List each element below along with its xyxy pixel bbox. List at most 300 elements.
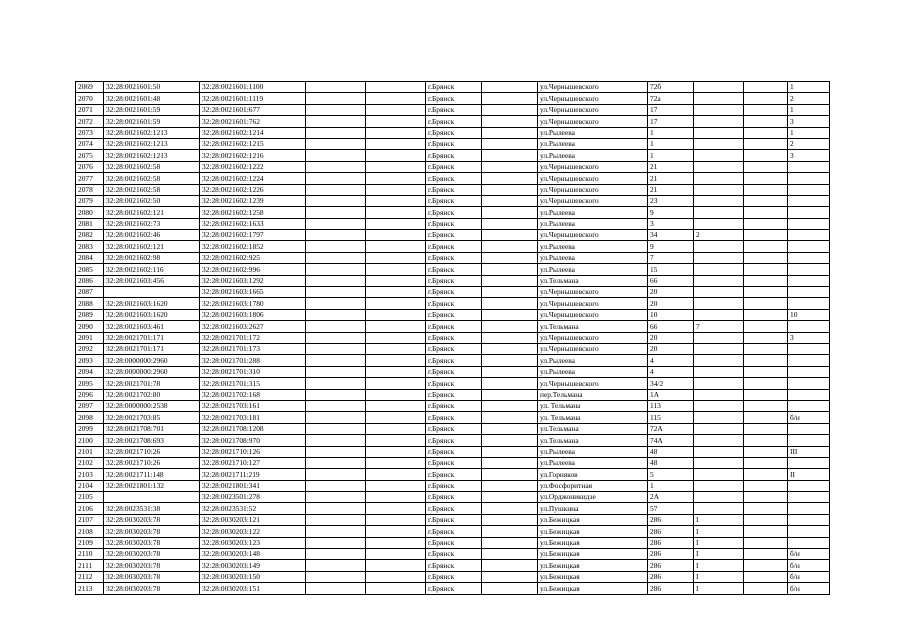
cell-apartment [788,378,830,389]
cell-empty-col-d [744,173,788,184]
cell-city: г.Брянск [426,264,482,275]
cell-building [694,457,744,468]
cell-parcel-cadastral-number: 32:28:0021601:59 [104,104,200,115]
cell-building [694,104,744,115]
cell-house-number: 20 [648,298,694,309]
cell-apartment: 1 [788,104,830,115]
cell-apartment [788,435,830,446]
table-row [76,104,830,115]
cell-empty-col-a [306,264,366,275]
cell-parcel-cadastral-number: 32:28:0000000:2960 [104,355,200,366]
cell-empty-col-d [744,207,788,218]
cell-house-number: 4 [648,355,694,366]
cell-empty-col-b [366,275,426,286]
cell-empty-col-c [482,423,538,434]
cell-object-cadastral-number: 32:28:0023531:52 [200,503,306,514]
cell-apartment: 10 [788,309,830,320]
table-row [76,537,830,548]
cell-empty-col-d [744,298,788,309]
cell-row-number: 2098 [76,412,104,423]
table-row [76,469,830,480]
cell-empty-col-d [744,82,788,93]
cell-empty-col-b [366,241,426,252]
cell-object-cadastral-number: 32:28:0021602:1258 [200,207,306,218]
cell-empty-col-d [744,492,788,503]
cell-empty-col-a [306,435,366,446]
cell-city: г.Брянск [426,378,482,389]
cell-empty-col-a [306,116,366,127]
cell-empty-col-b [366,549,426,560]
cell-object-cadastral-number: 32:28:0021603:1665 [200,287,306,298]
cell-apartment [788,526,830,537]
cell-building [694,287,744,298]
cell-parcel-cadastral-number: 32:28:0021602:73 [104,218,200,229]
table-row [76,195,830,206]
table-row [76,457,830,468]
cell-house-number: 286 [648,583,694,594]
cell-empty-col-d [744,241,788,252]
cell-empty-col-c [482,161,538,172]
cell-city: г.Брянск [426,241,482,252]
cell-empty-col-a [306,241,366,252]
cell-empty-col-a [306,127,366,138]
cell-building [694,127,744,138]
cell-house-number: 115 [648,412,694,423]
table-row [76,560,830,571]
cell-parcel-cadastral-number: 32:28:0021601:59 [104,116,200,127]
table-row [76,332,830,343]
cell-apartment [788,321,830,332]
cell-parcel-cadastral-number: 32:28:0021702:80 [104,389,200,400]
cell-building [694,332,744,343]
cell-house-number: 113 [648,400,694,411]
cell-house-number: 286 [648,514,694,525]
cell-city: г.Брянск [426,492,482,503]
cell-building [694,480,744,491]
table-row [76,400,830,411]
cell-city: г.Брянск [426,560,482,571]
table-row [76,287,830,298]
cell-house-number: 74А [648,435,694,446]
cell-house-number: 1 [648,138,694,149]
cell-empty-col-b [366,298,426,309]
cell-apartment: б/н [788,560,830,571]
cell-empty-col-c [482,343,538,354]
cell-house-number: 17 [648,104,694,115]
cell-building [694,161,744,172]
cell-row-number: 2104 [76,480,104,491]
cell-empty-col-c [482,457,538,468]
cell-object-cadastral-number: 32:28:0021703:181 [200,412,306,423]
cell-object-cadastral-number: 32:28:0021602:1216 [200,150,306,161]
cell-street: ул.Пушкина [538,503,648,514]
cell-row-number: 2090 [76,321,104,332]
cell-building [694,389,744,400]
cell-building [694,195,744,206]
cell-empty-col-c [482,355,538,366]
cell-empty-col-a [306,480,366,491]
cell-empty-col-b [366,321,426,332]
cell-empty-col-a [306,571,366,582]
cell-empty-col-b [366,355,426,366]
cell-city: г.Брянск [426,469,482,480]
table-row [76,82,830,93]
cell-house-number: 7 [648,252,694,263]
cell-empty-col-a [306,207,366,218]
cell-empty-col-b [366,161,426,172]
cell-empty-col-c [482,309,538,320]
cell-empty-col-c [482,298,538,309]
cell-empty-col-b [366,378,426,389]
cell-house-number: 20 [648,287,694,298]
cell-street: ул.Бежицкая [538,537,648,548]
cell-empty-col-c [482,184,538,195]
cell-empty-col-d [744,389,788,400]
cell-apartment: 3 [788,150,830,161]
cell-parcel-cadastral-number: 32:28:0021603:461 [104,321,200,332]
cell-empty-col-c [482,207,538,218]
cell-house-number: 4 [648,366,694,377]
cell-empty-col-c [482,537,538,548]
cell-street: ул.Рылеева [538,446,648,457]
cell-building [694,298,744,309]
cell-city: г.Брянск [426,127,482,138]
cell-empty-col-d [744,218,788,229]
cell-parcel-cadastral-number: 32:28:0021602:46 [104,230,200,241]
cell-building [694,412,744,423]
cell-empty-col-c [482,378,538,389]
cell-empty-col-b [366,104,426,115]
table-row [76,503,830,514]
cell-street: ул.Чернышевского [538,332,648,343]
cell-parcel-cadastral-number: 32:28:0021701:171 [104,332,200,343]
cell-apartment [788,400,830,411]
cell-empty-col-d [744,355,788,366]
cell-parcel-cadastral-number: 32:28:0030203:78 [104,526,200,537]
cell-parcel-cadastral-number: 32:28:0000000:2538 [104,400,200,411]
cell-empty-col-b [366,116,426,127]
cell-street: ул.Бежицкая [538,526,648,537]
cell-street: ул.Рылеева [538,457,648,468]
table-row [76,241,830,252]
register-table [75,81,830,595]
cell-empty-col-b [366,435,426,446]
cell-empty-col-a [306,549,366,560]
cell-object-cadastral-number: 32:28:0021602:925 [200,252,306,263]
cell-parcel-cadastral-number: 32:28:0021603:1620 [104,298,200,309]
table-row [76,321,830,332]
cell-apartment [788,480,830,491]
cell-apartment: 2 [788,138,830,149]
cell-row-number: 2093 [76,355,104,366]
cell-house-number: 72б [648,82,694,93]
cell-object-cadastral-number: 32:28:0021708:1208 [200,423,306,434]
cell-object-cadastral-number: 32:28:0021701:172 [200,332,306,343]
cell-empty-col-b [366,195,426,206]
table-row [76,480,830,491]
table-row [76,252,830,263]
cell-city: г.Брянск [426,355,482,366]
cell-city: г.Брянск [426,549,482,560]
cell-empty-col-c [482,218,538,229]
cell-city: г.Брянск [426,82,482,93]
cell-row-number: 2101 [76,446,104,457]
cell-object-cadastral-number: 32:28:0021710:127 [200,457,306,468]
cell-parcel-cadastral-number: 32:28:0021603:456 [104,275,200,286]
cell-empty-col-b [366,184,426,195]
cell-apartment: III [788,446,830,457]
cell-row-number: 2086 [76,275,104,286]
cell-empty-col-b [366,571,426,582]
cell-row-number: 2108 [76,526,104,537]
cell-empty-col-d [744,138,788,149]
cell-building [694,116,744,127]
cell-empty-col-b [366,309,426,320]
cell-empty-col-b [366,127,426,138]
cell-street: ул.Рылеева [538,366,648,377]
table-row [76,366,830,377]
cell-house-number: 1 [648,150,694,161]
cell-apartment [788,241,830,252]
cell-row-number: 2070 [76,93,104,104]
cell-empty-col-b [366,287,426,298]
cell-empty-col-c [482,560,538,571]
cell-row-number: 2077 [76,173,104,184]
cell-city: г.Брянск [426,446,482,457]
cell-empty-col-d [744,480,788,491]
cell-city: г.Брянск [426,138,482,149]
cell-house-number: 9 [648,207,694,218]
cell-empty-col-a [306,355,366,366]
cell-empty-col-d [744,549,788,560]
cell-empty-col-c [482,366,538,377]
cell-empty-col-a [306,469,366,480]
cell-empty-col-a [306,503,366,514]
cell-city: г.Брянск [426,275,482,286]
cell-apartment [788,195,830,206]
cell-row-number: 2083 [76,241,104,252]
cell-street: ул.Фосфоритная [538,480,648,491]
cell-empty-col-c [482,82,538,93]
cell-city: г.Брянск [426,195,482,206]
cell-street: ул.Бежицкая [538,583,648,594]
cell-building [694,138,744,149]
cell-city: г.Брянск [426,150,482,161]
cell-parcel-cadastral-number: 32:28:0021602:58 [104,173,200,184]
cell-street: ул.Чернышевского [538,173,648,184]
cell-row-number: 2080 [76,207,104,218]
table-row [76,184,830,195]
cell-empty-col-d [744,309,788,320]
cell-parcel-cadastral-number: 32:28:0021701:171 [104,343,200,354]
cell-parcel-cadastral-number: 32:28:0021602:116 [104,264,200,275]
cell-object-cadastral-number: 32:28:0021701:173 [200,343,306,354]
cell-empty-col-c [482,583,538,594]
cell-empty-col-c [482,492,538,503]
cell-building: 7 [694,321,744,332]
cell-empty-col-d [744,435,788,446]
cell-building [694,218,744,229]
cell-parcel-cadastral-number: 32:28:0021602:1213 [104,127,200,138]
cell-row-number: 2094 [76,366,104,377]
cell-empty-col-d [744,457,788,468]
table-row [76,423,830,434]
cell-object-cadastral-number: 32:28:0021702:168 [200,389,306,400]
cell-street: ул.Чернышевского [538,195,648,206]
cell-object-cadastral-number: 32:28:0030203:151 [200,583,306,594]
cell-apartment [788,287,830,298]
cell-apartment [788,503,830,514]
cell-empty-col-a [306,104,366,115]
cell-empty-col-d [744,127,788,138]
cell-apartment: 2 [788,93,830,104]
cell-row-number: 2085 [76,264,104,275]
cell-empty-col-b [366,93,426,104]
cell-parcel-cadastral-number: 32:28:0021711:148 [104,469,200,480]
cell-object-cadastral-number: 32:28:0030203:121 [200,514,306,525]
cell-parcel-cadastral-number: 32:28:0021602:1213 [104,150,200,161]
cell-empty-col-b [366,230,426,241]
cell-empty-col-a [306,492,366,503]
cell-parcel-cadastral-number: 32:28:0021602:98 [104,252,200,263]
cell-empty-col-d [744,560,788,571]
cell-empty-col-c [482,526,538,537]
cell-empty-col-d [744,230,788,241]
cell-parcel-cadastral-number: 32:28:0021602:121 [104,241,200,252]
cell-street: ул.Чернышевского [538,93,648,104]
cell-apartment [788,457,830,468]
cell-row-number: 2102 [76,457,104,468]
cell-building [694,435,744,446]
cell-row-number: 2099 [76,423,104,434]
cell-city: г.Брянск [426,309,482,320]
cell-object-cadastral-number: 32:28:0021602:1239 [200,195,306,206]
table-row [76,446,830,457]
table-row [76,412,830,423]
cell-parcel-cadastral-number: 32:28:0021710:26 [104,457,200,468]
cell-house-number: 1А [648,389,694,400]
cell-parcel-cadastral-number: 32:28:0021602:1213 [104,138,200,149]
cell-row-number: 2112 [76,571,104,582]
cell-apartment: б/н [788,412,830,423]
cell-empty-col-c [482,571,538,582]
cell-house-number: 20 [648,343,694,354]
cell-empty-col-a [306,389,366,400]
cell-parcel-cadastral-number [104,287,200,298]
cell-empty-col-b [366,526,426,537]
cell-building [694,173,744,184]
cell-row-number: 2105 [76,492,104,503]
cell-empty-col-a [306,298,366,309]
cell-object-cadastral-number: 32:28:0021602:1633 [200,218,306,229]
cell-parcel-cadastral-number: 32:28:0021703:85 [104,412,200,423]
cell-object-cadastral-number: 32:28:0021701:288 [200,355,306,366]
cell-empty-col-b [366,400,426,411]
cell-empty-col-b [366,389,426,400]
table-row [76,583,830,594]
cell-empty-col-c [482,480,538,491]
cell-empty-col-c [482,549,538,560]
table-row [76,173,830,184]
cell-city: г.Брянск [426,503,482,514]
cell-empty-col-d [744,571,788,582]
cell-house-number: 286 [648,526,694,537]
cell-parcel-cadastral-number: 32:28:0021602:50 [104,195,200,206]
cell-empty-col-a [306,252,366,263]
cell-empty-col-d [744,321,788,332]
cell-building: I [694,583,744,594]
table-row [76,127,830,138]
cell-street: ул.Бежицкая [538,514,648,525]
cell-row-number: 2089 [76,309,104,320]
cell-object-cadastral-number: 32:28:0021601:1100 [200,82,306,93]
cell-empty-col-a [306,332,366,343]
table-row [76,571,830,582]
cell-house-number: 3 [648,218,694,229]
cell-apartment: б/н [788,571,830,582]
cell-building: 2 [694,230,744,241]
cell-empty-col-a [306,446,366,457]
cell-empty-col-d [744,116,788,127]
cell-empty-col-d [744,195,788,206]
cell-empty-col-a [306,366,366,377]
cell-street: ул.Бежицкая [538,560,648,571]
cell-street: ул.Рылеева [538,218,648,229]
cell-apartment [788,423,830,434]
cell-empty-col-a [306,218,366,229]
cell-empty-col-b [366,480,426,491]
cell-house-number: 21 [648,173,694,184]
cell-empty-col-c [482,412,538,423]
cell-empty-col-a [306,343,366,354]
cell-apartment [788,207,830,218]
cell-building [694,252,744,263]
cell-street: ул.Рылеева [538,127,648,138]
cell-empty-col-b [366,492,426,503]
cell-object-cadastral-number: 32:28:0021701:310 [200,366,306,377]
cell-row-number: 2069 [76,82,104,93]
cell-apartment: II [788,469,830,480]
cell-city: г.Брянск [426,366,482,377]
cell-row-number: 2111 [76,560,104,571]
cell-empty-col-a [306,230,366,241]
cell-apartment [788,389,830,400]
cell-object-cadastral-number: 32:28:0021602:996 [200,264,306,275]
cell-building [694,184,744,195]
cell-empty-col-d [744,161,788,172]
cell-parcel-cadastral-number: 32:28:0030203:78 [104,537,200,548]
cell-house-number: 2А [648,492,694,503]
cell-empty-col-d [744,275,788,286]
cell-building [694,309,744,320]
cell-empty-col-a [306,138,366,149]
cell-row-number: 2076 [76,161,104,172]
cell-object-cadastral-number: 32:28:0021602:1797 [200,230,306,241]
cell-parcel-cadastral-number: 32:28:0021603:1620 [104,309,200,320]
cell-city: г.Брянск [426,480,482,491]
cell-building [694,469,744,480]
cell-parcel-cadastral-number: 32:28:0021710:26 [104,446,200,457]
cell-apartment [788,537,830,548]
cell-parcel-cadastral-number: 32:28:0021601:48 [104,93,200,104]
cell-empty-col-c [482,321,538,332]
cell-house-number: 15 [648,264,694,275]
table-row [76,355,830,366]
cell-empty-col-c [482,435,538,446]
table-row [76,435,830,446]
cell-parcel-cadastral-number [104,492,200,503]
cell-building: I [694,560,744,571]
